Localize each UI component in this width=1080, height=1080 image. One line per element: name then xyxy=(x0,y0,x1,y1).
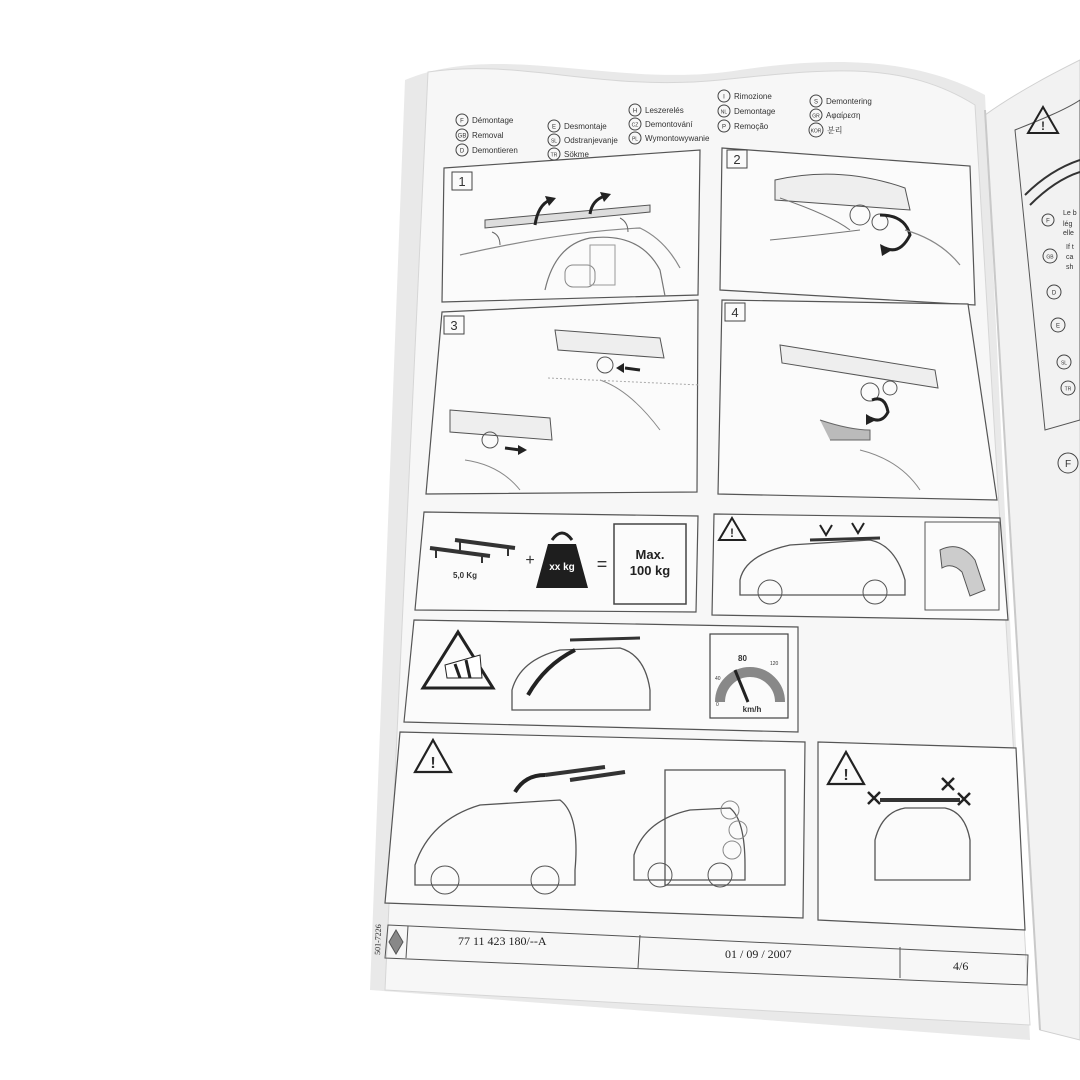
svg-text:Demontování: Demontování xyxy=(645,120,693,129)
svg-text:SL: SL xyxy=(550,138,558,145)
svg-text:lég: lég xyxy=(1063,221,1073,228)
svg-text:E: E xyxy=(551,124,557,131)
svg-text:Le b: Le b xyxy=(1063,210,1077,217)
svg-text:elle: elle xyxy=(1063,230,1074,237)
max-load-panel xyxy=(415,512,698,612)
step-number: 2 xyxy=(733,152,741,167)
svg-text:Remoção: Remoção xyxy=(734,122,769,131)
max-value: 100 kg xyxy=(629,563,671,578)
page-number: 4/6 xyxy=(953,959,969,973)
svg-text:TR: TR xyxy=(550,152,558,159)
svg-text:KOR: KOR xyxy=(810,128,822,135)
svg-text:Demontage: Demontage xyxy=(734,107,776,116)
svg-text:80: 80 xyxy=(738,654,747,663)
svg-text:Wymontowywanie: Wymontowywanie xyxy=(645,134,710,143)
svg-text:GB: GB xyxy=(1046,254,1054,261)
svg-text:!: ! xyxy=(843,767,849,784)
svg-text:NL: NL xyxy=(720,109,728,116)
svg-text:F: F xyxy=(460,118,464,125)
svg-text:CZ: CZ xyxy=(631,122,639,129)
svg-text:Rimozione: Rimozione xyxy=(734,92,772,101)
plus-sign: + xyxy=(525,552,535,569)
svg-text:PL: PL xyxy=(631,136,639,143)
svg-text:Demontering: Demontering xyxy=(826,97,872,106)
step-number: 4 xyxy=(731,305,739,320)
equals-sign: = xyxy=(596,554,608,574)
svg-text:GB: GB xyxy=(457,133,467,140)
svg-text:GR: GR xyxy=(812,113,820,120)
svg-text:D: D xyxy=(459,148,465,155)
max-label: Max. xyxy=(635,547,665,562)
svg-text:TR: TR xyxy=(1064,386,1072,393)
svg-text:Removal: Removal xyxy=(472,131,504,140)
svg-text:sh: sh xyxy=(1066,264,1074,271)
svg-text:!: ! xyxy=(1041,119,1045,133)
step-number: 1 xyxy=(458,174,466,189)
svg-text:0: 0 xyxy=(716,702,719,708)
step-number: 3 xyxy=(450,318,458,333)
car-wash-panel xyxy=(385,732,805,918)
svg-text:D: D xyxy=(1051,290,1057,297)
step-3-panel xyxy=(426,300,700,494)
svg-text:S: S xyxy=(813,99,819,106)
svg-text:km/h: km/h xyxy=(742,705,762,714)
svg-text:120: 120 xyxy=(770,661,779,667)
svg-text:Desmontaje: Desmontaje xyxy=(564,122,607,131)
step-4-panel xyxy=(718,300,997,500)
svg-text:Sökme: Sökme xyxy=(564,150,589,159)
svg-text:분리: 분리 xyxy=(827,126,843,135)
svg-text:!: ! xyxy=(730,526,734,540)
svg-text:Αφαίρεση: Αφαίρεση xyxy=(826,111,861,120)
svg-text:!: ! xyxy=(430,755,436,772)
svg-text:Démontage: Démontage xyxy=(472,116,514,125)
vertical-code: 501-7226 xyxy=(373,924,384,956)
svg-text:Odstranjevanje: Odstranjevanje xyxy=(564,136,618,145)
svg-text:Demontieren: Demontieren xyxy=(472,146,518,155)
svg-text:If t: If t xyxy=(1066,244,1074,251)
svg-text:ca: ca xyxy=(1066,254,1074,261)
strap-warning-panel xyxy=(712,514,1008,620)
wind-speed-panel xyxy=(404,620,798,732)
bars-weight: 5,0 Kg xyxy=(453,571,478,580)
step-1-panel xyxy=(442,150,700,302)
weight-label: xx kg xyxy=(549,562,575,573)
svg-text:40: 40 xyxy=(715,676,721,682)
svg-text:H: H xyxy=(632,108,638,115)
svg-text:I: I xyxy=(723,94,725,101)
svg-text:P: P xyxy=(721,124,727,131)
svg-text:SL: SL xyxy=(1060,360,1068,367)
svg-text:F: F xyxy=(1046,218,1050,225)
issue-date: 01 / 09 / 2007 xyxy=(725,947,792,961)
part-number: 77 11 423 180/--A xyxy=(458,934,547,948)
svg-text:E: E xyxy=(1055,323,1061,330)
svg-text:F: F xyxy=(1064,459,1072,470)
step-2-panel xyxy=(720,148,975,305)
svg-text:Leszerelés: Leszerelés xyxy=(645,106,684,115)
no-overhang-panel xyxy=(818,742,1025,930)
